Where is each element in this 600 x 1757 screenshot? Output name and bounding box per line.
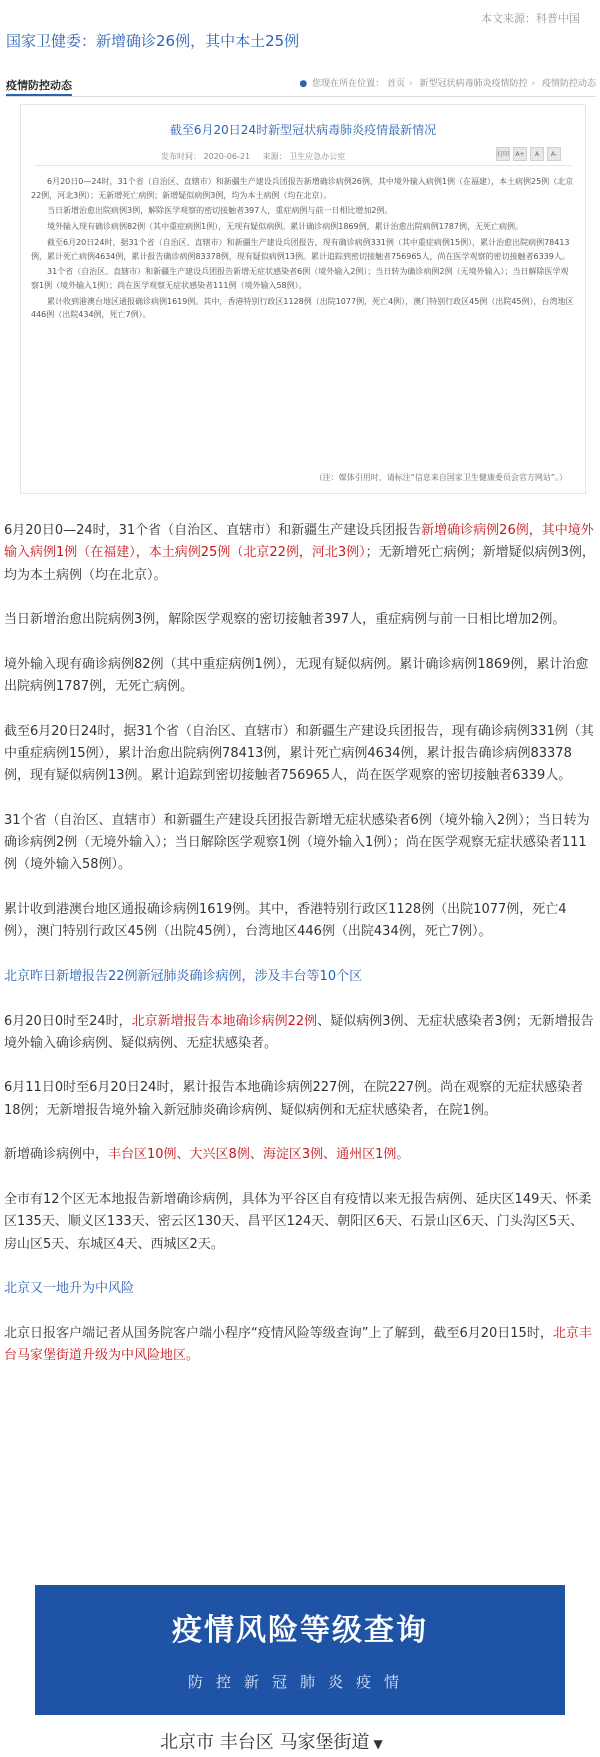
font-larger-button[interactable]: A+ [513,147,527,161]
divider [6,96,596,97]
highlight-text: 北京丰台马家堡街道升级为中风险地区。 [4,1325,592,1363]
notice-paragraph: 境外输入现有确诊病例82例（其中重症病例1例），无现有疑似病例。累计确诊病例1869例，累计治愈出院病例1787例，无死亡病例。 [47,222,523,232]
highlight-text: 丰台区10例、大兴区8例、海淀区3例、通州区1例。 [108,1147,410,1163]
article-paragraph: 6月20日0时至24时，北京新增报告本地确诊病例22例、疑似病例3例、无症状感染者3例；无新增报告境外输入确诊病例、疑似病例、无症状感染者。 [4,1013,594,1051]
article-paragraph: 境外输入现有确诊病例82例（其中重症病例1例），无现有疑似病例。累计确诊病例1869例，累计治愈出院病例1787例，无死亡病例。 [4,656,589,695]
subheading: 北京昨日新增报告22例新冠肺炎确诊病例，涉及丰台等10个区 [4,968,363,984]
article-paragraph: 截至6月20日24时，据31个省（自治区、直辖市）和新疆生产建设兵团报告，现有确诊病例331例（其中重症病例15例），累计治愈出院病例78413例，累计死亡病例4634例，累计报告确诊病例83378例，现有疑似病例13例。累计追踪到密切接触者756965人，尚在医学观察的密切接触者6339人。 [4,723,594,784]
notice-meta [161,151,355,162]
location-pin-icon: ● [299,79,308,89]
notice-divider [35,165,571,166]
article-paragraph: 当日新增治愈出院病例3例，解除医学观察的密切接触者397人，重症病例与前一日相比增加2例。 [4,612,566,628]
notice-body [31,175,575,324]
risk-level-banner [35,1585,565,1715]
banner-title: 疫情风险等级查询 [172,1613,428,1648]
print-button[interactable]: 打印 [496,147,510,161]
location-text: 北京市 丰台区 马家堡街道 [160,1732,370,1753]
notice-paragraph: 截至6月20日24时，据31个省（自治区、直辖市）和新疆生产建设兵团报告，现有确诊病例331例（其中重症病例15例），累计治愈出院病例78413例，累计死亡病例4634例，累计报告确诊病例83378例，现有疑似病例13例。累计追踪到密切接触者756965人，尚在医学观察的密切接触者6339人。 [31,237,570,261]
highlight-text: 新增确诊病例26例，其中境外输入病例1例（在福建），本土病例25例（北京22例，河北3例） [4,523,594,561]
article-paragraph: 累计收到港澳台地区通报确诊病例1619例。其中，香港特别行政区1128例（出院1077例，死亡4例），澳门特别行政区45例（出院45例），台湾地区446例（出院434例，死亡7例）。 [4,902,567,940]
breadcrumb: ● 您现在所在位置： 首页 › 新型冠状病毒肺炎疫情防控 › 疫情防控动态 [299,79,596,89]
article-paragraph: 新增确诊病例中，丰台区10例、大兴区8例、海淀区3例、通州区1例。 [4,1147,410,1163]
notice-paragraph: 31个省（自治区、直辖市）和新疆生产建设兵团报告新增无症状感染者6例（境外输入2例）；当日转为确诊病例2例（无境外输入）；当日解除医学观察1例（境外输入1例）；尚在医学观察无症状感染者111例（境外输入58例）。 [31,267,569,290]
highlight-text: 北京新增报告本地确诊病例22例 [131,1013,318,1029]
breadcrumb-item-epidemic[interactable]: 新型冠状病毒肺炎疫情防控 [419,79,528,89]
article-paragraph: 北京日报客户端记者从国务院客户端小程序“疫情风险等级查询”上了解到，截至6月20日15时，北京丰台马家堡街道升级为中风险地区。 [4,1325,592,1363]
source-note: 本文来源：科普中国 [481,12,580,25]
publish-time: 发布时间： 2020-06-21 [161,152,251,161]
notice-tools [496,147,561,161]
banner-subtitle: 防控新冠肺炎疫情 [187,1673,412,1691]
article-paragraph: 全市有12个区无本地报告新增确诊病例，具体为平谷区自有疫情以来无报告病例、延庆区149天、怀柔区135天、顺义区133天、密云区130天、昌平区124天、朝阳区6天、石景山区6天、门头沟区5天、房山区5天、东城区4天、西城区2天。 [4,1191,592,1252]
font-smaller-button[interactable]: A- [547,147,561,161]
article-paragraph: 31个省（自治区、直辖市）和新疆生产建设兵团报告新增无症状感染者6例（境外输入2例）；当日转为确诊病例2例（无境外输入）；当日解除医学观察1例（境外输入1例）；尚在医学观察无症状感染者111例（境外输入58例）。 [4,812,590,873]
subheading: 北京又一地升为中风险 [4,1281,135,1297]
page-title: 国家卫健委：新增确诊26例，其中本土25例 [6,32,300,50]
notice-source: 来源： 卫生应急办公室 [262,152,346,161]
article-body [4,520,596,1367]
notice-title: 截至6月20日24时新型冠状病毒肺炎疫情最新情况 [169,123,437,137]
notice-paragraph: 累计收到港澳台地区通报确诊病例1619例。其中，香港特别行政区1128例（出院1077例，死亡4例），澳门特别行政区45例（出院45例），台湾地区446例（出院434例，死亡7例）。 [31,296,574,320]
notice-paragraph: 6月20日0—24时，31个省（自治区、直辖市）和新疆生产建设兵团报告新增确诊病例26例，其中境外输入病例1例（在福建），本土病例25例（北京22例，河北3例）；无新增死亡病例；新增疑似病例3例，均为本土病例（均在北京）。 [31,177,574,200]
notice-footnote: （注：媒体引用时，请标注“信息来自国家卫生健康委员会官方网站”。） [314,473,567,482]
font-normal-button[interactable]: A [530,147,544,161]
article-paragraph: 6月20日0—24时，31个省（自治区、直辖市）和新疆生产建设兵团报告新增确诊病例26例，其中境外输入病例1例（在福建），本土病例25例（北京22例，河北3例）；无新增死亡病例；新增疑似病例3例，均为本土病例（均在北京）。 [4,523,595,583]
breadcrumb-prefix: 您现在所在位置： [312,79,385,89]
article-paragraph: 6月11日0时至6月20日24时，累计报告本地确诊病例227例，在院227例。尚在观察的无症状感染者18例；无新增报告境外输入新冠肺炎确诊病例、疑似病例和无症状感染者，在院1例。 [4,1080,584,1118]
breadcrumb-item-home[interactable]: 首页 [386,79,405,89]
location-selector[interactable] [160,1728,383,1754]
breadcrumb-row [6,74,596,92]
chevron-down-icon: ▼ [373,1737,383,1751]
notice-screenshot [20,104,586,494]
notice-paragraph: 当日新增治愈出院病例3例，解除医学观察的密切接触者397人，重症病例与前一日相比增加2例。 [47,206,393,216]
section-label: 疫情防控动态 [6,79,72,96]
breadcrumb-item-dynamics[interactable]: 疫情防控动态 [541,79,596,89]
